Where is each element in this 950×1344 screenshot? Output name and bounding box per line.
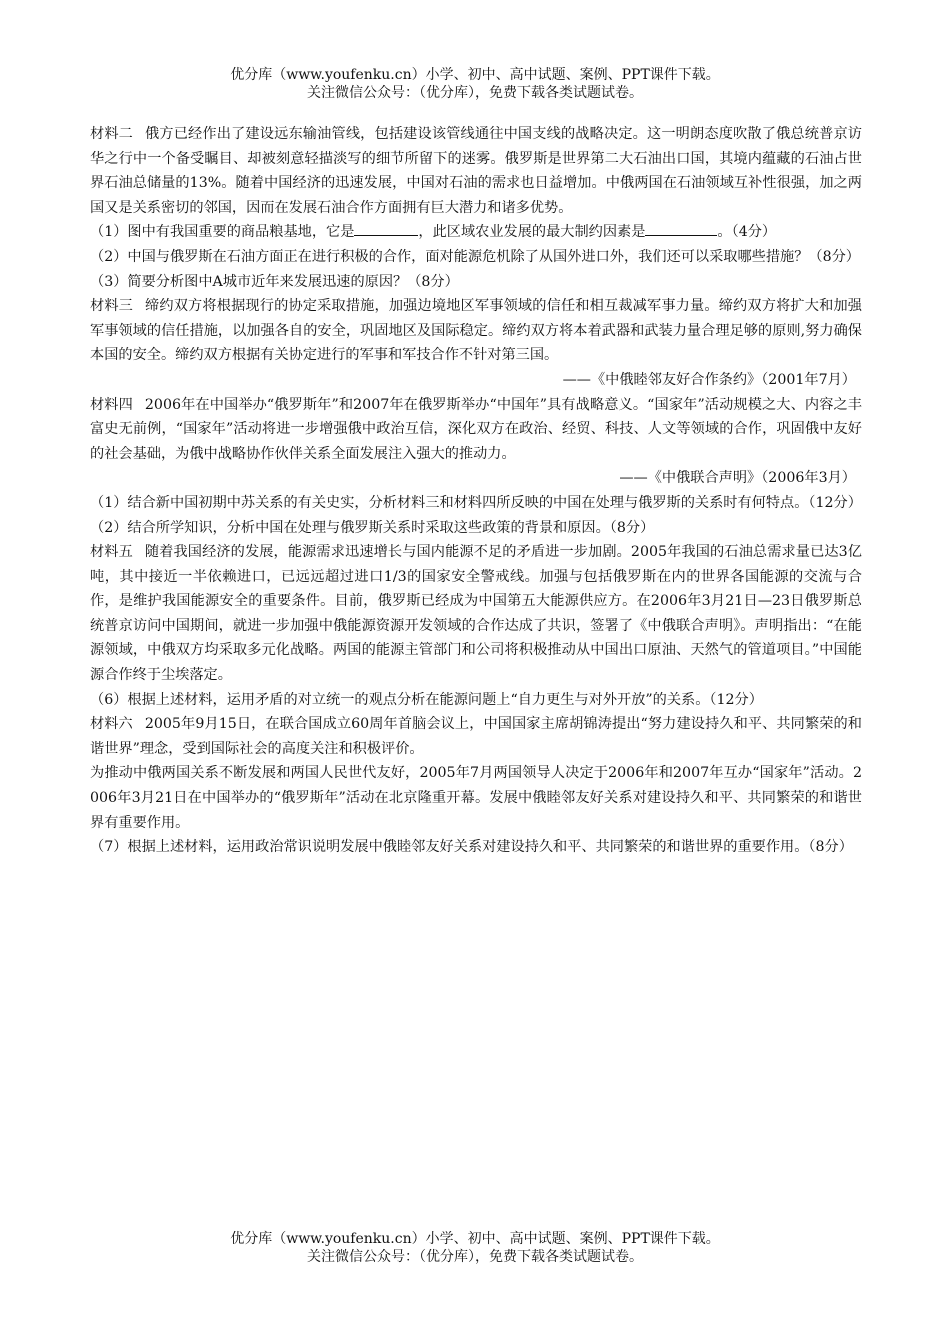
material-2-label: 材料二 (90, 126, 134, 142)
material-5-label: 材料五 (90, 544, 133, 561)
question-6: （6）根据上述材料，运用矛盾的对立统一的观点分析在能源问题上“自力更生与对外开放”的关系。（12分） (90, 691, 763, 708)
material-2 (90, 122, 862, 220)
question-1-part-3: 。（4分） (717, 224, 777, 241)
material-2-text: 俄方已经作出了建设远东输油管线，包括建设该管线通往中国支线的战略决定。这一明朗态度吹散了俄总统普京访华之行中一个备受瞩目、却被刻意轻描淡写的细节所留下的迷雾。俄罗斯是世界第二大石油出口国，其境内蕴藏的石油占世界石油总储量的13%。随着中国经济的迅速发展，中国对石油的需求也日益增加。中俄两国在石油领域互补性很强，加之两国又是关系密切的邻国，因而在发展石油合作方面拥有巨大潜力和诸多优势。 (90, 126, 862, 216)
material-6-text: 2005年9月15日，在联合国成立60周年首脑会议上，中国国家主席胡锦涛提出“努力建设持久和平、共同繁荣的和谐世界”理念，受到国际社会的高度关注和积极评价。 (90, 716, 862, 757)
question-5: （2）结合所学知识，分析中国在处理与俄罗斯关系时采取这些政策的背景和原因。（8分） (90, 519, 655, 536)
material-5 (90, 540, 862, 688)
page-footer (0, 1230, 950, 1266)
material-6 (90, 712, 862, 761)
header-line-2: 关注微信公众号：（优分库），免费下载各类试题试卷。 (307, 85, 643, 101)
question-3: （3）简要分析图中A城市近年来发展迅速的原因？（8分） (90, 273, 459, 290)
material-5-text: 随着我国经济的发展，能源需求迅速增长与国内能源不足的矛盾进一步加剧。2005年我国的石油总需求量已达3亿吨，其中接近一半依赖进口，已远远超过进口1/3的国家安全警戒线。加强与包括俄罗斯在内的世界各国能源的交流与合作，是维护我国能源安全的重要条件。目前，俄罗斯已经成为中国第五大能源供应方。在2006年3月21日—23日俄罗斯总统普京访问中国期间，就进一步加强中俄能源资源开发领域的合作达成了共识，签署了《中俄联合声明》。声明指出：“在能源领域，中俄双方均采取多元化战略。两国的能源主管部门和公司将积极推动从中国出口原油、天然气的管道项目。”中国能源合作终于尘埃落定。 (90, 544, 862, 684)
material-3 (90, 294, 862, 368)
material-4-source: ——《中俄联合声明》（2006年3月） (619, 470, 856, 487)
footer-line-2: 关注微信公众号：（优分库），免费下载各类试题试卷。 (307, 1249, 643, 1265)
material-6-text-2: 为推动中俄两国关系不断发展和两国人民世代友好，2005年7月两国领导人决定于2006年和2007年互办“国家年”活动。2006年3月21日在中国举办的“俄罗斯年”活动在北京隆重开幕。发展中俄睦邻友好关系对建设持久和平、共同繁荣的和谐世界有重要作用。 (90, 765, 862, 831)
page-header (0, 66, 950, 102)
question-2: （2）中国与俄罗斯在石油方面正在进行积极的合作，面对能源危机除了从国外进口外，我们还可以采取哪些措施？（8分） (90, 248, 860, 265)
material-6-label: 材料六 (90, 716, 133, 733)
material-4-label: 材料四 (90, 396, 133, 413)
question-1 (90, 220, 862, 245)
question-7: （7）根据上述材料，运用政治常识说明发展中俄睦邻友好关系对建设持久和平、共同繁荣的和谐世界的重要作用。（8分） (90, 839, 853, 856)
answer-blank-2 (645, 221, 717, 236)
answer-blank-1 (354, 221, 418, 236)
material-3-text: 缔约双方将根据现行的协定采取措施，加强边境地区军事领域的信任和相互裁减军事力量。缔约双方将扩大和加强军事领域的信任措施，以加强各自的安全，巩固地区及国际稳定。缔约双方将本着武器和武装力量合理足够的原则,努力确保本国的安全。缔约双方根据有关协定进行的军事和军技合作不针对第三国。 (90, 298, 862, 364)
document-body (90, 122, 862, 860)
material-4 (90, 393, 862, 467)
footer-line-1: 优分库（www.youfenku.cn）小学、初中、高中试题、案例、PPT课件下载。 (230, 1231, 720, 1247)
material-4-text: 2006年在中国举办“俄罗斯年”和2007年在俄罗斯举办“中国年”具有战略意义。“国家年”活动规模之大、内容之丰富史无前例，“国家年”活动将进一步增强俄中政治互信，深化双方在政治、经贸、科技、人文等领域的合作，巩固俄中友好的社会基础，为俄中战略协作伙伴关系全面发展注入强大的推动力。 (90, 396, 862, 462)
question-1-part-1: （1）图中有我国重要的商品粮基地，它是 (90, 224, 355, 241)
question-1-part-2: ，此区域农业发展的最大制约因素是 (418, 224, 646, 241)
header-line-1: 优分库（www.youfenku.cn）小学、初中、高中试题、案例、PPT课件下载。 (230, 67, 720, 83)
material-3-source: ——《中俄睦邻友好合作条约》（2001年7月） (562, 371, 856, 388)
question-4: （1）结合新中国初期中苏关系的有关史实，分析材料三和材料四所反映的中国在处理与俄罗斯的关系时有何特点。（12分） (90, 494, 862, 511)
material-3-label: 材料三 (90, 298, 134, 315)
